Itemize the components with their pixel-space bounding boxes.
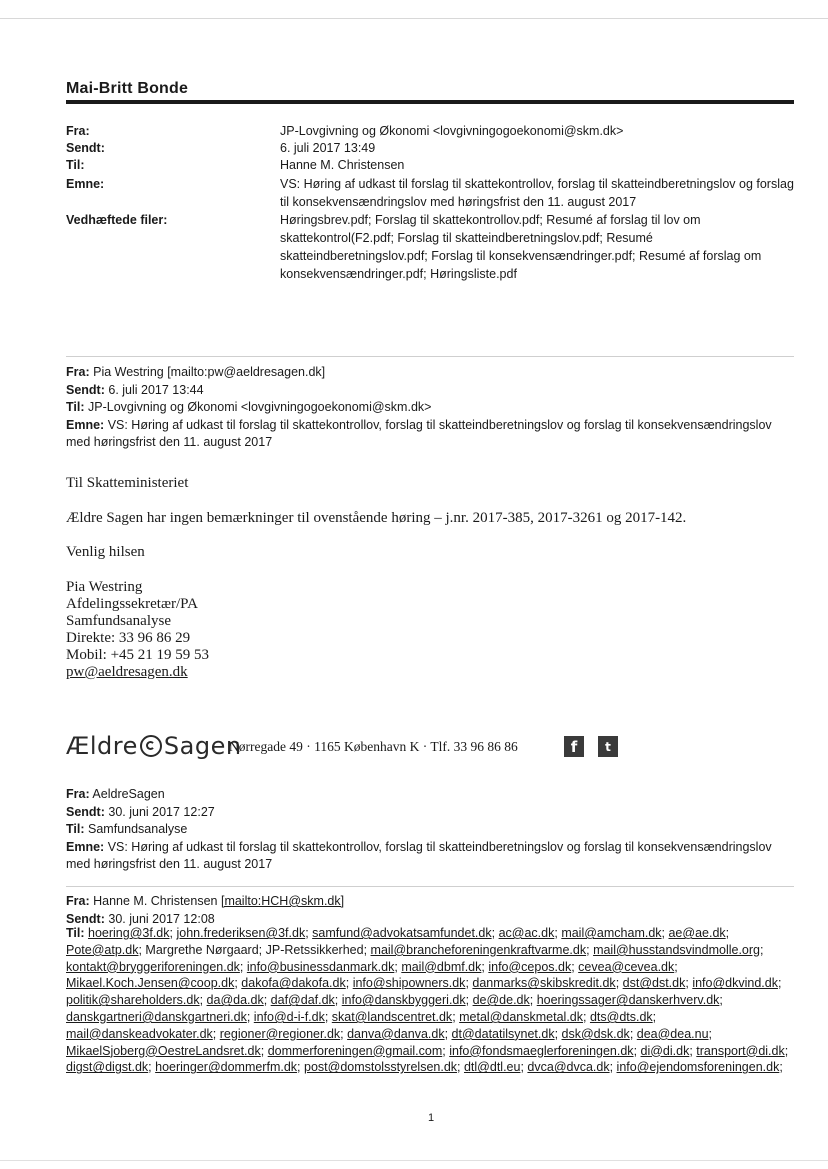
recipient-email-link[interactable]: ac@ac.dk bbox=[498, 926, 555, 940]
recipient-email-link[interactable]: politik@shareholders.dk bbox=[66, 993, 200, 1008]
recipient-name: Margrethe Nørgaard bbox=[145, 942, 259, 957]
recipient-email-link[interactable]: kontakt@bryggeriforeningen.dk bbox=[66, 959, 240, 974]
message-2-sent: Sendt: 30. juni 2017 12:27 bbox=[66, 804, 215, 819]
recipient-list bbox=[66, 925, 796, 1076]
signature-department: Samfundsanalyse bbox=[66, 613, 171, 629]
recipient-email-link[interactable]: mail@danskeadvokater.dk bbox=[66, 1026, 213, 1041]
header-sent-label: Sendt: bbox=[66, 141, 105, 155]
recipient-email-link[interactable]: danskgartneri@danskgartneri.dk bbox=[66, 1009, 247, 1024]
message-3-mailto-link[interactable]: [mailto:HCH@skm.dk] bbox=[220, 894, 345, 908]
twitter-icon[interactable]: t bbox=[598, 736, 618, 757]
recipient-email-link[interactable]: cevea@cevea.dk bbox=[578, 959, 675, 974]
recipient-email-link[interactable]: dst@dst.dk bbox=[622, 976, 686, 991]
recipient-links: hoering@3f.dk; john.frederiksen@3f.dk; samfund@advokatsamfundet.dk; ac@ac.dk; mail@amcham.dk; ae@ae.dk; Pote@atp.dk; Margrethe Nørgaard; JP-Retssikkerhed; mail@brancheforeningenkraftvarme.dk; mail@husstandsvindmolle.org; kontakt@bryggeriforeningen.dk; info@businessdanmark.dk; mail@dbmf.dk; info@cepos.dk; cevea@cevea.dk; Mikael.Koch.Jensen@coop.dk; dakofa@dakofa.dk; info@shipowners.dk; danmarks@skibskredit.dk; dst@dst.dk; info@dkvind.dk; politik@shareholders.dk; da@da.dk; daf@daf.dk; info@danskbyggeri.dk; de@de.dk; hoeringssager@danskerhverv.dk; danskgartneri@danskgartneri.dk; info@d-i-f.dk; skat@landscentret.dk; metal@danskmetal.dk; dts@dts.dk; mail@danskeadvokater.dk; regioner@regioner.dk; danva@danva.dk; dt@datatilsynet.dk; dsk@dsk.dk; dea@dea.nu; MikaelSjoberg@OestreLandsret.dk; dommerforeningen@gmail.com; info@fondsmaeglerforeningen.dk; di@di.dk; transport@di.dk; digst@digst.dk; hoeringer@dommerfm.dk; post@domstolsstyrelsen.dk; dtl@dtl.eu; dvca@dvca.dk; info@ejendomsforeningen.dk; bbox=[66, 926, 789, 1075]
recipient-email-link[interactable]: regioner@regioner.dk bbox=[219, 1026, 341, 1041]
message-2-to: Til: Samfundsanalyse bbox=[66, 822, 188, 836]
recipient-email-link[interactable]: dommerforeningen@gmail.com bbox=[267, 1043, 443, 1058]
signature-email-link[interactable]: pw@aeldresagen.dk bbox=[66, 664, 188, 680]
recipient-email-link[interactable]: info@dkvind.dk bbox=[692, 976, 778, 991]
recipient-email-link[interactable]: ae@ae.dk bbox=[668, 926, 726, 940]
message-1-sent: Sendt: 6. juli 2017 13:44 bbox=[66, 382, 204, 397]
facebook-icon[interactable]: f bbox=[564, 736, 584, 757]
recipient-email-link[interactable]: post@domstolsstyrelsen.dk bbox=[304, 1060, 458, 1075]
recipient-email-link[interactable]: dts@dts.dk bbox=[589, 1009, 653, 1024]
recipient-email-link[interactable]: dvca@dvca.dk bbox=[527, 1060, 610, 1075]
recipient-email-link[interactable]: info@d-i-f.dk bbox=[253, 1009, 325, 1024]
page-number: 1 bbox=[428, 1112, 435, 1124]
header-from-label: Fra: bbox=[66, 124, 90, 138]
aeldresagen-logo bbox=[66, 732, 242, 760]
recipient-email-link[interactable]: info@danskbyggeri.dk bbox=[341, 993, 466, 1008]
recipient-email-link[interactable]: info@shipowners.dk bbox=[352, 976, 466, 991]
recipient-email-link[interactable]: mail@amcham.dk bbox=[561, 926, 662, 940]
header-sent-value: 6. juli 2017 13:49 bbox=[280, 141, 376, 155]
attachments-list[interactable]: Høringsbrev.pdf; Forslag til skattekontrollov.pdf; Resumé af forslag til lov om skattekontrol(F2.pdf; Forslag til skatteindberetningslov.pdf; Resumé skatteindberetningslov.pdf; Forslag til konsekvensændringer.pdf; Resumé af forslag om konsekvensændringer.pdf; Høringsliste.pdf bbox=[280, 213, 762, 281]
document-author: Mai-Britt Bonde bbox=[66, 80, 189, 97]
separator-2 bbox=[66, 886, 794, 887]
letter-body: Ældre Sagen har ingen bemærkninger til ovenstående høring – j.nr. 2017-385, 2017-3261 og 2017-142. bbox=[66, 510, 687, 526]
message-3-from: Fra: Hanne M. Christensen [mailto:HCH@skm.dk] bbox=[66, 894, 345, 908]
message-1-header bbox=[66, 364, 796, 452]
signature-mobile-phone: Mobil: +45 21 19 59 53 bbox=[66, 647, 210, 663]
recipient-email-link[interactable]: mail@husstandsvindmolle.org bbox=[593, 942, 760, 957]
recipient-email-link[interactable]: hoering@3f.dk bbox=[88, 926, 170, 940]
header-rule bbox=[66, 100, 794, 104]
header-from-value: JP-Lovgivning og Økonomi <lovgivningogoekonomi@skm.dk> bbox=[280, 124, 624, 138]
signature-title: Afdelingssekretær/PA bbox=[66, 596, 198, 612]
recipient-email-link[interactable]: hoeringssager@danskerhverv.dk bbox=[536, 993, 720, 1008]
header-attachments-label: Vedhæftede filer: bbox=[66, 213, 168, 227]
header-to-label: Til: bbox=[66, 158, 85, 172]
recipient-email-link[interactable]: skat@landscentret.dk bbox=[331, 1009, 453, 1024]
logo-text-part1: Ældre bbox=[66, 732, 138, 760]
recipient-email-link[interactable]: danva@danva.dk bbox=[347, 1026, 445, 1041]
recipient-email-link[interactable]: info@ejendomsforeningen.dk bbox=[616, 1060, 780, 1075]
header-subject-label: Emne: bbox=[66, 177, 105, 191]
recipient-email-link[interactable]: dakofa@dakofa.dk bbox=[241, 976, 346, 991]
recipient-email-link[interactable]: info@cepos.dk bbox=[488, 959, 572, 974]
recipient-email-link[interactable]: samfund@advokatsamfundet.dk bbox=[312, 926, 492, 940]
recipient-email-link[interactable]: mail@dbmf.dk bbox=[401, 959, 482, 974]
recipient-email-link[interactable]: mail@brancheforeningenkraftvarme.dk bbox=[370, 942, 587, 957]
recipient-email-link[interactable]: dea@dea.nu bbox=[636, 1026, 709, 1041]
signature-name: Pia Westring bbox=[66, 579, 143, 595]
signature-direct-phone: Direkte: 33 96 86 29 bbox=[66, 630, 191, 646]
recipient-email-link[interactable]: digst@digst.dk bbox=[66, 1060, 149, 1075]
top-scan-line bbox=[0, 18, 828, 19]
recipient-email-link[interactable]: info@fondsmaeglerforeningen.dk bbox=[449, 1043, 634, 1058]
recipient-email-link[interactable]: de@de.dk bbox=[472, 993, 530, 1008]
signature-block bbox=[66, 579, 209, 681]
recipient-email-link[interactable]: MikaelSjoberg@OestreLandsret.dk bbox=[66, 1043, 261, 1058]
recipient-email-link[interactable]: john.frederiksen@3f.dk bbox=[176, 926, 306, 940]
recipient-email-link[interactable]: daf@daf.dk bbox=[270, 993, 335, 1008]
organisation-address: Nørregade 49 · 1165 København K · Tlf. 33 96 86 86 bbox=[229, 739, 518, 754]
recipient-email-link[interactable]: Mikael.Koch.Jensen@coop.dk bbox=[66, 976, 235, 991]
recipient-email-link[interactable]: Pote@atp.dk bbox=[66, 942, 139, 957]
header-to-value: Hanne M. Christensen bbox=[280, 158, 405, 172]
recipient-email-link[interactable]: transport@di.dk bbox=[696, 1043, 785, 1058]
header-subject-value: VS: Høring af udkast til forslag til skattekontrollov, forslag til skatteindberetningslov og forslag til konsekvensændringslov med høringsfrist den 11. august 2017 bbox=[280, 177, 794, 209]
recipient-email-link[interactable]: info@businessdanmark.dk bbox=[246, 959, 395, 974]
recipient-email-link[interactable]: dsk@dsk.dk bbox=[561, 1026, 630, 1041]
recipient-name: JP-Retssikkerhed bbox=[265, 942, 364, 957]
logo-text-part2: Sagen bbox=[163, 732, 242, 760]
recipient-email-link[interactable]: metal@danskmetal.dk bbox=[459, 1009, 583, 1024]
separator-1 bbox=[66, 356, 794, 357]
recipient-email-link[interactable]: hoeringer@dommerfm.dk bbox=[155, 1060, 298, 1075]
message-2-from: Fra: AeldreSagen bbox=[66, 787, 165, 801]
bottom-scan-line bbox=[0, 1160, 828, 1161]
recipient-email-link[interactable]: da@da.dk bbox=[206, 993, 264, 1008]
message-1-from: Fra: Pia Westring [mailto:pw@aeldresagen.dk] bbox=[66, 365, 326, 379]
letter-greeting: Til Skatteministeriet bbox=[66, 475, 189, 491]
logo-mark-icon bbox=[140, 735, 162, 757]
recipient-email-link[interactable]: dt@datatilsynet.dk bbox=[451, 1026, 555, 1041]
message-3-header bbox=[66, 893, 796, 928]
recipient-email-link[interactable]: di@di.dk bbox=[640, 1043, 690, 1058]
letter-closing: Venlig hilsen bbox=[66, 544, 145, 560]
message-2-subject: Emne: VS: Høring af udkast til forslag til skattekontrollov, forslag til skatteindberetningslov og forslag til konsekvensændringslov med høringsfrist den 11. august 2017 bbox=[66, 839, 772, 871]
message-3-sent: Sendt: 30. juni 2017 12:08 bbox=[66, 911, 215, 926]
recipient-email-link[interactable]: dtl@dtl.eu bbox=[463, 1060, 521, 1075]
recipient-list-label: Til: bbox=[66, 926, 85, 940]
message-1-subject: Emne: VS: Høring af udkast til forslag til skattekontrollov, forslag til skatteindberetningslov og forslag til konsekvensændringslov med høringsfrist den 11. august 2017 bbox=[66, 417, 772, 449]
message-1-to: Til: JP-Lovgivning og Økonomi <lovgivningogoekonomi@skm.dk> bbox=[66, 400, 432, 414]
recipient-email-link[interactable]: danmarks@skibskredit.dk bbox=[472, 976, 616, 991]
message-2-header bbox=[66, 786, 796, 874]
